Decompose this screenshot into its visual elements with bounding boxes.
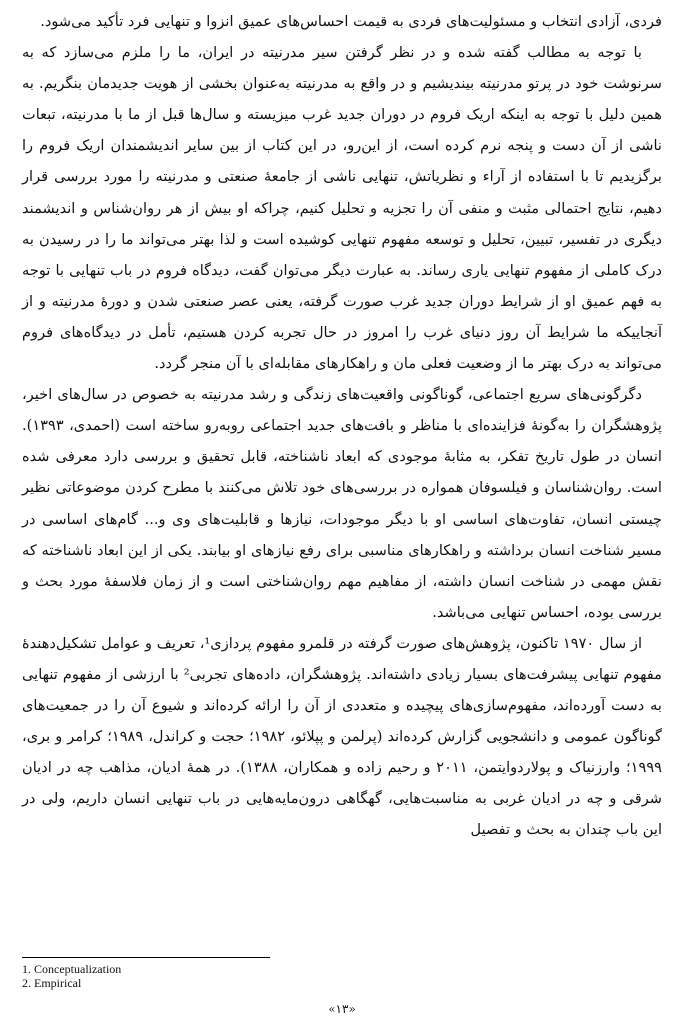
footnote-divider (22, 957, 270, 958)
page-number: «۱۳» (328, 1002, 356, 1016)
paragraph-loneliness-research: از سال ۱۹۷۰ تاکنون، پژوهش‌های صورت گرفته در قلمرو مفهوم پردازی¹، تعریف و عوامل تشکیل‌دهندهٔ مفهوم تنهایی پیشرفت‌های بسیار زیادی داشته‌اند. پژوهشگران، داده‌های تجربی² با ارزشی از مفهوم تنهایی به دست آورده‌اند، مفهوم‌سازی‌های پیچیده و متعددی از آن را ارائه کرده‌اند و شیوع آن را در جمعیت‌های گوناگون عمومی و دانشجویی گزارش کرده‌اند (پرلمن و پپلائو، ۱۹۸۲؛ حجت و کراندل، ۱۹۸۹؛ کرامر و بری، ۱۹۹۹؛ وارزنیاک و پولاردوایتمن، ۲۰۱۱ و رحیم زاده و همکاران، ۱۳۸۸). در همهٔ ادیان، مذاهب چه در ادیان شرقی و چه در ادیان غربی به مناسبت‌هایی، گهگاهی درون‌مایه‌هایی در باب تنهایی انسان داریم، ولی در این باب چندان به بحث و تفصیل (22, 634, 663, 839)
body-text (22, 6, 662, 846)
paragraph-fromm-modernity: با توجه به مطالب گفته شده و در نظر گرفتن سیر مدرنیته در ایران، ما را ملزم می‌سازد که به سرنوشت خود در پرتو مدرنیته بیندیشیم و در واقع به مدرنیته به‌عنوان بخشی از هویت جدیدمان بنگریم. به همین دلیل با توجه به اینکه اریک فروم در دوران جدید غرب میزیسته و سال‌ها قبل از ما با مدرنیته، تبعات ناشی از آن دست و پنجه نرم کرده است، از این‌رو، در این کتاب از بین سایر اندیشمندان اریک فروم را برگزیدیم تا با استفاده از آراء و نظریاتش، تنهایی ناشی از جامعهٔ صنعتی و مدرنیته را مورد بررسی قرار دهیم، نتایج احتمالی مثبت و منفی آن را تجزیه و تحلیل کنیم، چراکه او بیش از هر روان‌شناس و اندیشمند دیگری در تفسیر، تبیین، تحلیل و توسعه مفهوم تنهایی کوشیده است و لذا بهتر می‌تواند ما را در رسیدن به درک کاملی از مفهوم تنهایی یاری رساند. به عبارت دیگر می‌توان گفت، دیدگاه فروم در باب تنهایی با توجه به فهم عمیق او از شرایط دوران جدید غرب صورت گرفته، یعنی عصر صنعتی شدن و دورهٔ مدرنیته و از آنجاییکه ما شرایط آن روز دنیای غرب را امروز در حال تجربه کردن هستیم، تأمل در دیدگاه‌های فروم می‌تواند به درک بهتر ما از وضعیت فعلی مان و راهکارهای مقابله‌ای با آن منجر گردد. (22, 44, 662, 373)
paragraph-social-change: دگرگونی‌های سریع اجتماعی، گوناگونی واقعیت‌های زندگی و رشد مدرنیته به خصوص در سال‌های اخیر، پژوهشگران را به‌گونهٔ فزاینده‌ای با مناظر و بافت‌های جدید اجتماعی روبه‌رو ساخته است (احمدی، ۱۳۹۳). انسان در طول تاریخ تفکر، به مثابهٔ موجودی که ابعاد ناشناخته، قابل تحقیق و بررسی دارد معرفی شده است. روان‌شناسان و فیلسوفان همواره در بررسی‌های خود تلاش می‌کنند با مطرح کردن موضوعاتی نظیر چیستی انسان، تفاوت‌های اساسی او با دیگر موجودات، نیازها و قابلیت‌های وی و... گام‌های اساسی در مسیر شناخت انسان برداشته و راهکارهای مناسبی برای رفع نیازهای او بیابند. یکی از این ابعاد ناشناخته که نقش مهمی در شناخت انسان داشته، از مفاهیم مهم روان‌شناختی است و از زمان فلاسفهٔ مورد بحث و بررسی بوده، احساس تنهایی می‌باشد. (22, 386, 662, 621)
paragraph-continued: فردی، آزادی انتخاب و مسئولیت‌های فردی به قیمت احساس‌های عمیق انزوا و تنهایی فرد تأکید می‌شود. (40, 13, 662, 30)
footnotes (22, 962, 322, 990)
footnote-2: 2. Empirical (22, 976, 82, 990)
footnote-1: 1. Conceptualization (22, 962, 122, 976)
